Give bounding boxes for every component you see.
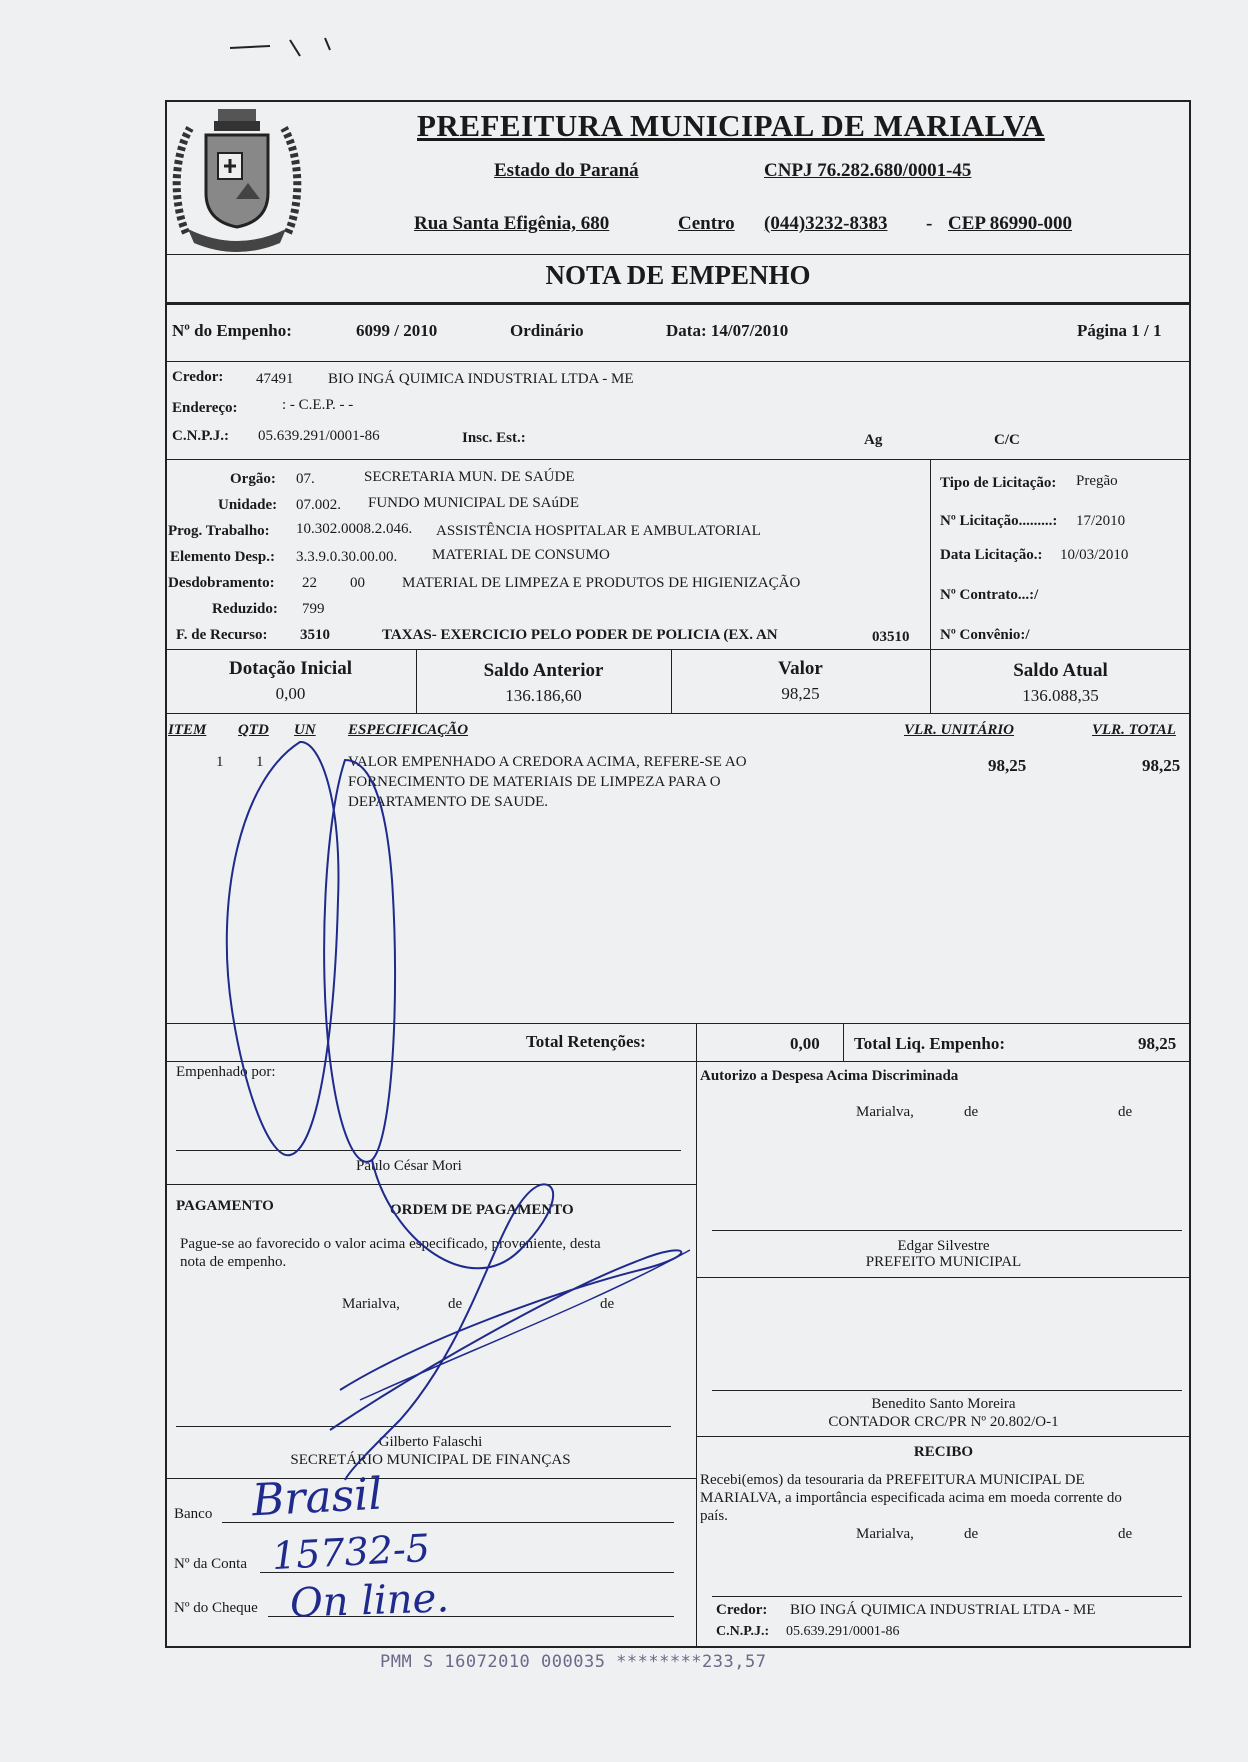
credor-name: BIO INGÁ QUIMICA INDUSTRIAL LTDA - ME: [328, 371, 634, 387]
autorizo-city: Marialva,: [856, 1104, 914, 1120]
cnpj-label: CNPJ 76.282.680/0001-45: [764, 160, 972, 181]
col-un-header: UN: [294, 722, 316, 738]
item-vlr-total: 98,25: [1142, 756, 1181, 775]
pagamento-label: PAGAMENTO: [176, 1198, 274, 1214]
cep-label: CEP 86990-000: [948, 213, 1073, 234]
payment-stamp: PMM S 16072010 000035 ********233,57: [380, 1652, 767, 1672]
credor-cnpj: 05.639.291/0001-86: [258, 428, 380, 444]
saldo-anterior-label: Saldo Anterior: [483, 660, 604, 681]
recibo-credor-name: BIO INGÁ QUIMICA INDUSTRIAL LTDA - ME: [790, 1602, 1096, 1618]
data-licitacao-value: 10/03/2010: [1060, 547, 1129, 563]
credor-label: Credor:: [172, 369, 224, 385]
saldo-anterior-value: 136.186,60: [505, 686, 582, 705]
divider: [696, 1436, 1191, 1437]
recibo-text-3: país.: [700, 1508, 728, 1524]
prefeito-title: PREFEITO MUNICIPAL: [865, 1254, 1022, 1270]
contador-name: Benedito Santo Moreira: [871, 1396, 1016, 1412]
insc-est-label: Insc. Est.:: [462, 430, 526, 446]
divider: [165, 1478, 696, 1479]
col-vlr-total-header: VLR. TOTAL: [1092, 722, 1176, 738]
signature-line: [712, 1390, 1182, 1391]
convenio-label: Nº Convênio:/: [940, 627, 1030, 643]
phone-label: (044)3232-8383: [764, 213, 888, 234]
divider: [165, 1184, 696, 1185]
data-licitacao-label: Data Licitação.:: [940, 547, 1043, 563]
recibo-cnpj-label: C.N.P.J.:: [716, 1624, 770, 1639]
orgao-label: Orgão:: [230, 471, 276, 487]
divider: [165, 713, 1191, 714]
elemento-code: 3.3.9.0.30.00.00.: [296, 549, 398, 565]
address-value: : - C.E.P. - -: [282, 397, 354, 413]
page-title: PREFEITURA MUNICIPAL DE MARIALVA: [417, 108, 1045, 143]
item-vlr-unit: 98,25: [988, 756, 1027, 775]
contador-title: CONTADOR CRC/PR Nº 20.802/O-1: [828, 1414, 1059, 1430]
recurso-code: 3510: [300, 627, 330, 643]
prefeito-name: Edgar Silvestre: [897, 1238, 990, 1254]
item-qtd: 1: [256, 754, 264, 770]
empenho-type: Ordinário: [510, 321, 584, 340]
divider: [165, 302, 1191, 305]
empenho-number: 6099 / 2010: [356, 321, 438, 340]
recibo-cnpj: 05.639.291/0001-86: [786, 1624, 900, 1639]
unidade-name: FUNDO MUNICIPAL DE SAúDE: [368, 495, 579, 511]
unidade-label: Unidade:: [218, 497, 278, 513]
district-label: Centro: [678, 213, 735, 234]
col-vlr-unit-header: VLR. UNITÁRIO: [904, 722, 1015, 738]
numero-licitacao-label: Nº Licitação.........:: [940, 513, 1058, 529]
dotacao-inicial-label: Dotação Inicial: [229, 658, 352, 679]
dash-separator: -: [926, 213, 933, 234]
signature-line: [176, 1426, 671, 1427]
secretario-title: SECRETÁRIO MUNICIPAL DE FINANÇAS: [290, 1452, 571, 1468]
reduzido-label: Reduzido:: [212, 601, 278, 617]
empenho-number-label: Nº do Empenho:: [172, 321, 292, 340]
address-label: Endereço:: [172, 400, 238, 416]
unidade-code: 07.002.: [296, 497, 341, 513]
cheque-handwritten: On line.: [289, 1575, 450, 1627]
contrato-label: Nº Contrato...:/: [940, 587, 1039, 603]
item-spec-line-2: FORNECIMENTO DE MATERIAIS DE LIMPEZA PARA O: [348, 774, 721, 790]
divider: [165, 459, 1191, 460]
divider: [696, 1023, 697, 1061]
state-label: Estado do Paraná: [494, 160, 639, 181]
empenhado-name: Paulo César Mori: [356, 1158, 462, 1174]
divider: [696, 1277, 1191, 1278]
document-title: NOTA DE EMPENHO: [545, 260, 811, 290]
banco-handwritten: Brasil: [250, 1468, 384, 1527]
autorizo-label: Autorizo a Despesa Acima Discriminada: [700, 1068, 959, 1084]
desdobramento-code: 22: [302, 575, 317, 591]
pagamento-text-1: Pague-se ao favorecido o valor acima especificado, proveniente, desta: [180, 1236, 601, 1252]
recibo-text-2: MARIALVA, a importância especificada acima em moeda corrente do: [700, 1490, 1122, 1506]
recurso-code-2: 03510: [872, 629, 910, 645]
tipo-licitacao-label: Tipo de Licitação:: [940, 475, 1057, 491]
col-qtd-header: QTD: [238, 722, 269, 738]
divider: [696, 1061, 697, 1648]
col-item-header: ITEM: [168, 722, 207, 738]
autorizo-de-1: de: [964, 1104, 979, 1120]
recibo-label: RECIBO: [913, 1444, 974, 1460]
account-label: C/C: [994, 432, 1020, 448]
ordem-pagamento-label: ORDEM DE PAGAMENTO: [390, 1202, 574, 1218]
conta-label: Nº da Conta: [174, 1556, 247, 1572]
autorizo-de-2: de: [1118, 1104, 1133, 1120]
orgao-code: 07.: [296, 471, 315, 487]
recibo-text-1: Recebi(emos) da tesouraria da PREFEITURA MUNICIPAL DE: [700, 1472, 1085, 1488]
elemento-name: MATERIAL DE CONSUMO: [432, 547, 610, 563]
reduzido-value: 799: [302, 601, 325, 617]
signature-line: [712, 1596, 1182, 1597]
desdobramento-label: Desdobramento:: [168, 575, 275, 591]
item-number: 1: [216, 754, 224, 770]
dotacao-inicial-value: 0,00: [275, 684, 306, 703]
divider: [165, 361, 1191, 362]
agency-label: Ag: [864, 432, 883, 448]
prog-code: 10.302.0008.2.046.: [296, 521, 413, 537]
valor-value: 98,25: [781, 684, 820, 703]
pagamento-text-2: nota de empenho.: [180, 1254, 287, 1270]
banco-label: Banco: [174, 1506, 213, 1522]
pagamento-de-1: de: [448, 1296, 463, 1312]
conta-handwritten: 15732-5: [270, 1525, 431, 1579]
signature-line: [712, 1230, 1182, 1231]
cheque-label: Nº do Cheque: [174, 1600, 258, 1616]
desdobramento-subcode: 00: [350, 575, 365, 591]
recibo-de-2: de: [1118, 1526, 1133, 1542]
divider: [843, 1023, 844, 1061]
divider: [165, 1023, 1191, 1024]
elemento-label: Elemento Desp.:: [170, 549, 275, 565]
numero-licitacao-value: 17/2010: [1076, 513, 1126, 529]
pagamento-city: Marialva,: [342, 1296, 400, 1312]
valor-label: Valor: [778, 658, 823, 679]
empenhado-label: Empenhado por:: [176, 1064, 276, 1080]
divider: [165, 254, 1191, 255]
prog-name: ASSISTÊNCIA HOSPITALAR E AMBULATORIAL: [436, 523, 761, 539]
tipo-licitacao-value: Pregão: [1076, 473, 1118, 489]
recibo-de-1: de: [964, 1526, 979, 1542]
coat-of-arms-icon: [168, 103, 306, 253]
pagamento-de-2: de: [600, 1296, 615, 1312]
saldo-atual-label: Saldo Atual: [1013, 660, 1108, 681]
orgao-name: SECRETARIA MUN. DE SAÚDE: [364, 469, 575, 485]
recibo-city: Marialva,: [856, 1526, 914, 1542]
retencoes-value: 0,00: [790, 1034, 820, 1053]
desdobramento-name: MATERIAL DE LIMPEZA E PRODUTOS DE HIGIENIZAÇÃO: [402, 575, 801, 591]
item-spec-line-3: DEPARTAMENTO DE SAUDE.: [348, 794, 548, 810]
retencoes-label: Total Retenções:: [526, 1032, 646, 1051]
prog-label: Prog. Trabalho:: [168, 523, 270, 539]
divider: [165, 1061, 1191, 1062]
recibo-credor-label: Credor:: [716, 1602, 768, 1618]
recurso-name: TAXAS- EXERCICIO PELO PODER DE POLICIA (EX. AN: [382, 627, 778, 643]
total-liquido-value: 98,25: [1138, 1034, 1177, 1053]
saldo-atual-value: 136.088,35: [1022, 686, 1099, 705]
recurso-label: F. de Recurso:: [176, 627, 268, 643]
secretario-name: Gilberto Falaschi: [378, 1434, 483, 1450]
empenho-date: Data: 14/07/2010: [666, 321, 789, 340]
divider: [165, 649, 1191, 650]
cnpj-field-label: C.N.P.J.:: [172, 428, 229, 444]
page-number: Página 1 / 1: [1077, 321, 1162, 340]
total-liquido-label: Total Liq. Empenho:: [854, 1034, 1005, 1053]
item-spec-line-1: VALOR EMPENHADO A CREDORA ACIMA, REFERE-SE AO: [348, 754, 747, 770]
signature-line: [176, 1150, 681, 1151]
divider: [930, 459, 931, 649]
street-label: Rua Santa Efigênia, 680: [414, 213, 610, 234]
credor-code: 47491: [256, 371, 294, 387]
col-spec-header: ESPECIFICAÇÃO: [348, 722, 469, 738]
